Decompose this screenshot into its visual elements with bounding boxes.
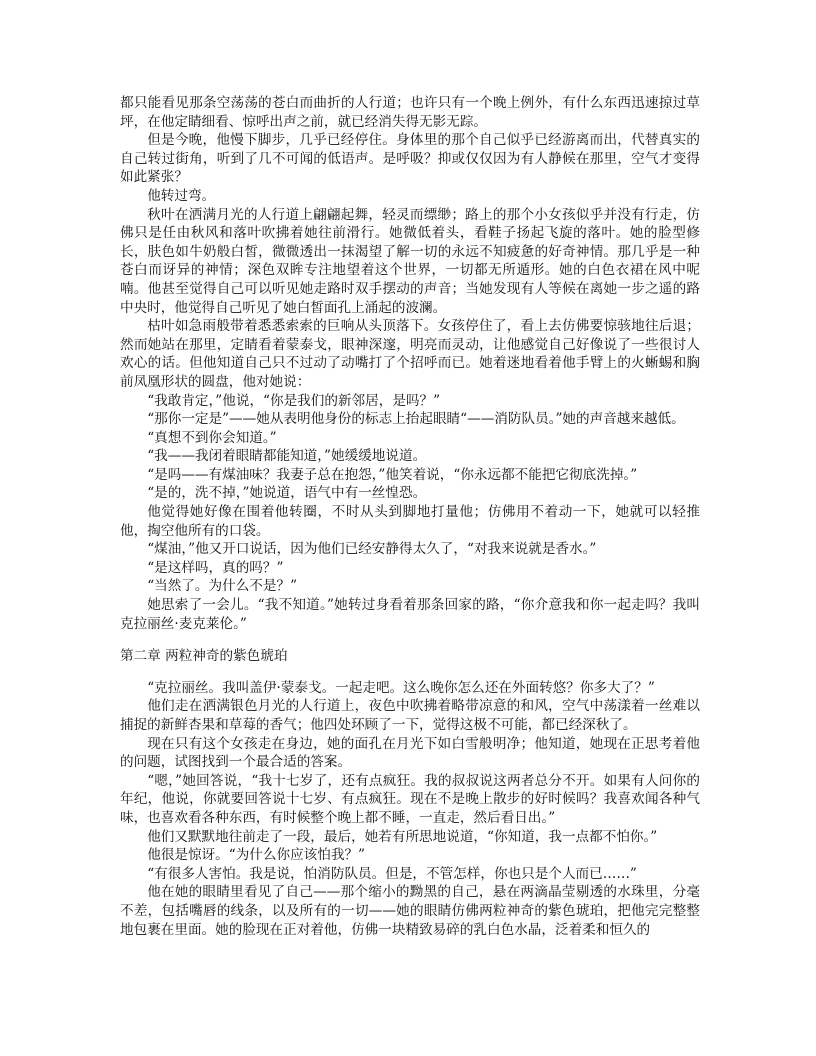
paragraph: “克拉丽丝。我叫盖伊·蒙泰戈。一起走吧。这么晚你怎么还在外面转悠？你多大了？” — [147, 679, 655, 696]
paragraph: 他们又默默地往前走了一段，最后，她若有所思地说道，“你知道，我一点都不怕你。” — [147, 828, 658, 845]
paragraph: 秋叶在洒满月光的人行道上翩翩起舞，轻灵而缥缈；路上的那个小女孩似乎并没有行走，仿佛只是任由秋风和落叶吹拂着她往前滑行。她微低着头，看鞋子扬起飞旋的落叶。她的脸型修长，肤色如牛奶般白皙，微微透出一抹渴望了解一切的永远不知疲惫的好奇神情。那几乎是一种苍白而讶异的神情；深色双眸专注地望着这个世界，一切都无所遁形。她的白色衣裙在风中呢喃。他甚至觉得自己可以听见她走路时双手摆动的声音；当她发现有人等候在离她一步之遥的路中央时，他觉得自己听见了她白皙面孔上涌起的波澜。 — [120, 206, 700, 316]
paragraph: “真想不到你会知道。” — [147, 429, 277, 446]
paragraph: 但是今晚，他慢下脚步，几乎已经停住。身体里的那个自己似乎已经游离而出，代替真实的自己转过街角，听到了几不可闻的低语声。是呼吸？抑或仅仅因为有人静候在那里，空气才变得如此紧张？ — [120, 132, 700, 186]
paragraph: “我——我闭着眼睛都能知道，”她缓缓地说道。 — [147, 448, 427, 465]
paragraph: “当然了。为什么不是？” — [147, 578, 298, 595]
paragraph: 他很是惊讶。“为什么你应该怕我？” — [147, 847, 365, 864]
paragraph: “是吗——有煤油味？我妻子总在抱怨，”他笑着说，“你永远都不能把它彻底洗掉。” — [147, 466, 638, 483]
paragraph: 现在只有这个女孩走在身边，她的面孔在月光下如白雪般明净；他知道，她现在正思考着他的问题，试图找到一个最合适的答案。 — [120, 735, 700, 771]
paragraph: 他觉得她好像在围着他转圈，不时从头到脚地打量他；仿佛用不着动一下，她就可以轻推他，掏空他所有的口袋。 — [120, 504, 700, 539]
paragraph: 都只能看见那条空荡荡的苍白而曲折的人行道；也许只有一个晚上例外，有什么东西迅速掠过草坪，在他定睛细看、惊呼出声之前，就已经消失得无影无踪。 — [120, 95, 700, 130]
paragraph: 他在她的眼睛里看见了自己——那个缩小的黝黑的自己，悬在两滴晶莹剔透的水珠里，分毫不差，包括嘴唇的线条，以及所有的一切——她的眼睛仿佛两粒神奇的紫色琥珀，把他完完整整地包裹在里面。她的脸现在正对着他，仿佛一块精致易碎的乳白色水晶，泛着柔和恒久的 — [120, 884, 700, 938]
paragraph: “那你一定是”——她从表明他身份的标志上抬起眼睛“——消防队员。”她的声音越来越低。 — [147, 411, 685, 428]
chapter-title: 第二章 两粒神奇的紫色琥珀 — [120, 648, 288, 665]
section-after-chapter — [120, 679, 700, 939]
paragraph: “煤油，”他又开口说话，因为他们已经安静得太久了，“对我来说就是香水。” — [147, 541, 597, 558]
paragraph: 她思索了一会儿。“我不知道。”她转过身看着那条回家的路，“你介意我和你一起走吗？我叫克拉丽丝·麦克莱伦。” — [120, 597, 700, 632]
paragraph: 他转过弯。 — [147, 187, 216, 204]
section-before-chapter — [120, 94, 700, 633]
paragraph: “有很多人害怕。我是说，怕消防队员。但是，不管怎样，你也只是个人而已……” — [147, 865, 637, 882]
paragraph: “是的，洗不掉，”她说道，语气中有一丝惶恐。 — [147, 485, 427, 502]
document-page — [120, 94, 700, 939]
paragraph: “我敢肯定，”他说，“你是我们的新邻居，是吗？” — [147, 392, 441, 409]
paragraph: 枯叶如急雨般带着悉悉索索的巨响从头顶落下。女孩停住了，看上去仿佛要惊骇地往后退；然而她站在那里，定睛看着蒙泰戈，眼神深邃，明亮而灵动，让他感觉自己好像说了一些很讨人欢心的话。但他知道自己只不过动了动嘴打了个招呼而已。她着迷地看着他手臂上的火蜥蜴和胸前凤凰形状的圆盘，他对她说： — [120, 318, 700, 390]
paragraph: 他们走在洒满银色月光的人行道上，夜色中吹拂着略带凉意的和风，空气中荡漾着一丝难以捕捉的新鲜杏果和草莓的香气；他四处环顾了一下，觉得这极不可能，都已经深秋了。 — [120, 698, 700, 733]
paragraph: “嗯，”她回答说，“我十七岁了，还有点疯狂。我的叔叔说这两者总分不开。如果有人问你的年纪，他说，你就要回答说十七岁、有点疯狂。现在不是晚上散步的好时候吗？我喜欢闻各种气味，也喜欢看各种东西，有时候整个晚上都不睡，一直走，然后看日出。” — [120, 772, 700, 826]
paragraph: “是这样吗，真的吗？” — [147, 559, 284, 576]
